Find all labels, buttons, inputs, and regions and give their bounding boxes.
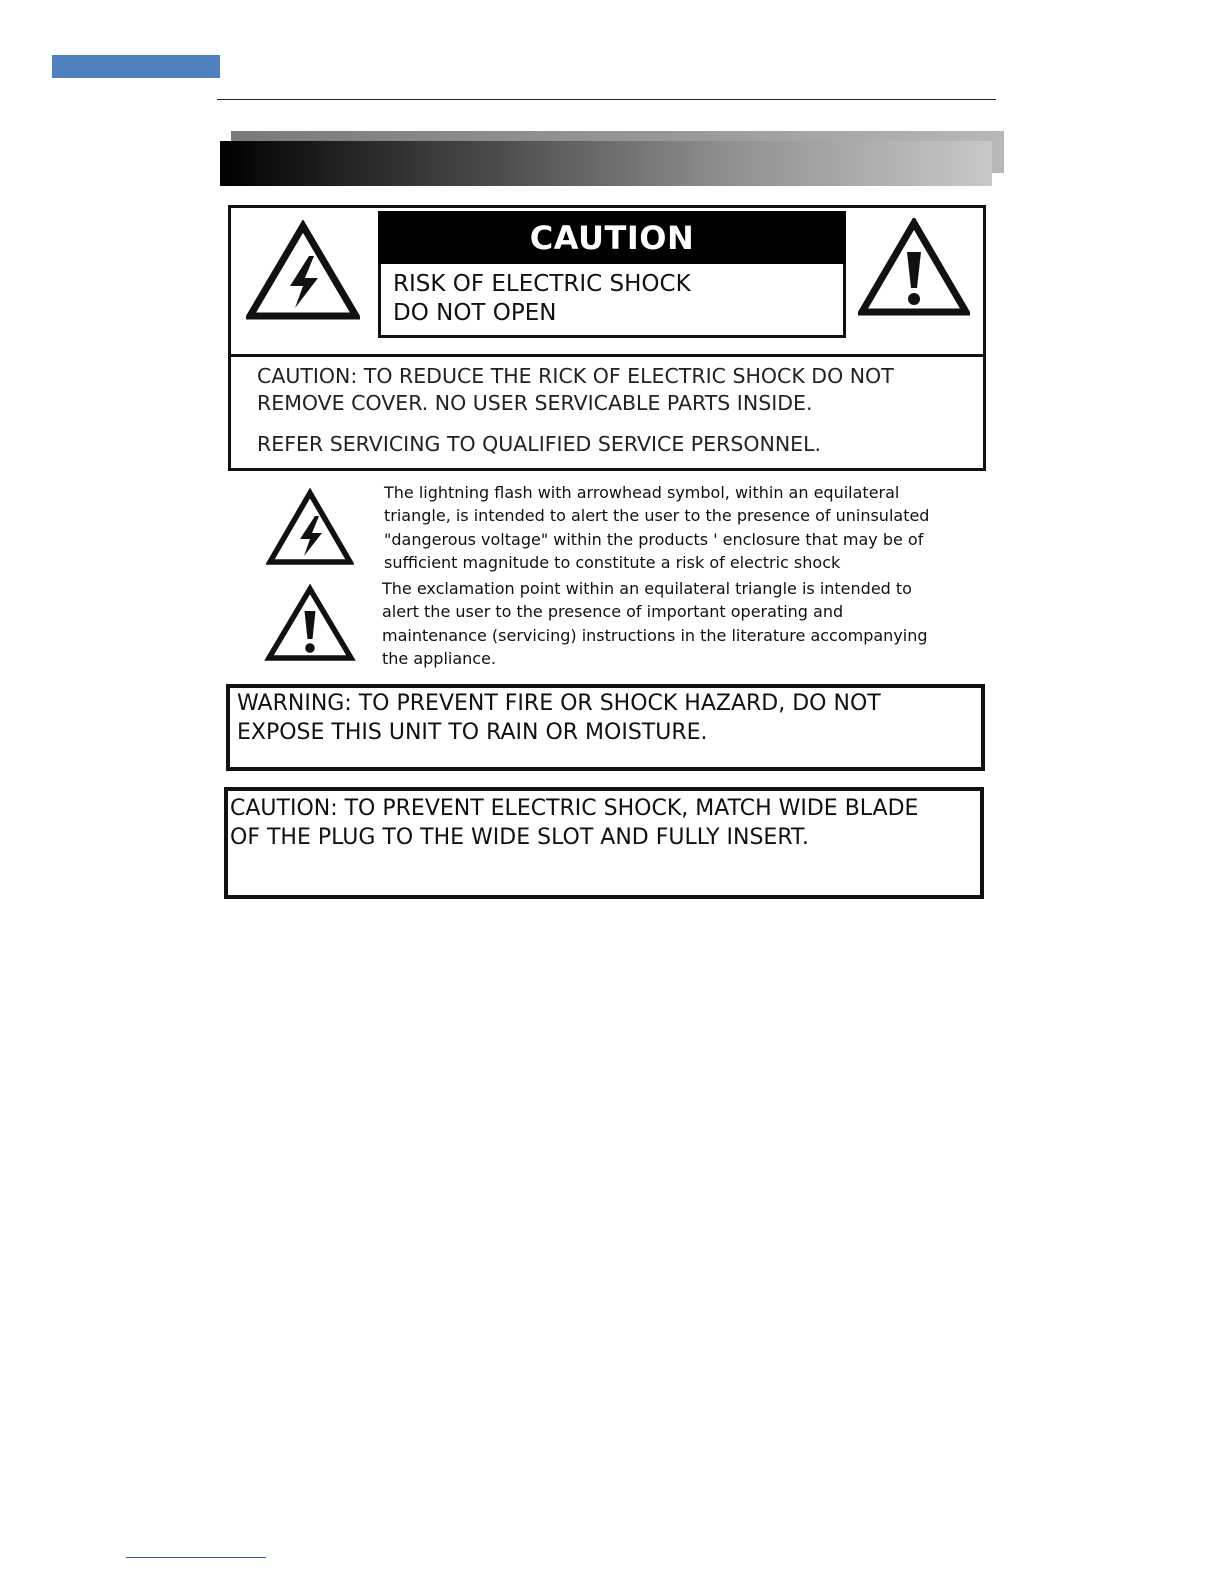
caution-label-line: RISK OF ELECTRIC SHOCK: [393, 271, 691, 297]
caution-panel-text: REFER SERVICING TO QUALIFIED SERVICE PERSONNEL.: [257, 432, 822, 456]
warning-line: WARNING: TO PREVENT FIRE OR SHOCK HAZARD, DO NOT: [237, 691, 881, 716]
description-line: "dangerous voltage" within the products ' enclosure that may be of: [384, 529, 924, 549]
description-line: The exclamation point within an equilateral triangle is intended to: [382, 579, 912, 598]
description-line: alert the user to the presence of important operating and: [382, 602, 844, 622]
warning-text: [237, 689, 881, 747]
caution-panel-text: CAUTION: TO REDUCE THE RICK OF ELECTRIC SHOCK DO NOT: [257, 364, 894, 388]
exclamation-warning-icon: [858, 218, 970, 318]
exclamation-symbol-description: [382, 577, 928, 670]
header-accent-tab: [52, 55, 220, 78]
section-title-bar: [220, 141, 992, 186]
description-line: The lightning flash with arrowhead symbol, within an equilateral: [384, 483, 900, 502]
description-line: maintenance (servicing) instructions in the literature accompanying: [382, 625, 928, 645]
lightning-warning-icon: [266, 488, 354, 568]
description-line: triangle, is intended to alert the user to the presence of uninsulated: [384, 506, 930, 526]
header-rule: [217, 99, 996, 100]
exclamation-warning-icon: [264, 584, 356, 664]
lightning-symbol-description: [384, 481, 929, 574]
caution-panel-text: REMOVE COVER. NO USER SERVICABLE PARTS INSIDE.: [257, 391, 813, 415]
description-line: sufficient magnitude to constitute a risk of electric shock: [384, 552, 841, 572]
caution-plug-text: [230, 794, 918, 852]
caution-panel-divider: [228, 354, 986, 357]
lightning-warning-icon: [246, 220, 360, 322]
caution-label-title: CAUTION: [378, 211, 846, 264]
footer-link-underline[interactable]: [126, 1557, 266, 1558]
description-line: the appliance.: [382, 648, 497, 668]
caution-plug-line: CAUTION: TO PREVENT ELECTRIC SHOCK, MATCH WIDE BLADE: [230, 796, 919, 821]
caution-plug-line: OF THE PLUG TO THE WIDE SLOT AND FULLY INSERT.: [230, 825, 809, 850]
caution-label-line: DO NOT OPEN: [393, 300, 557, 326]
warning-line: EXPOSE THIS UNIT TO RAIN OR MOISTURE.: [237, 720, 708, 745]
